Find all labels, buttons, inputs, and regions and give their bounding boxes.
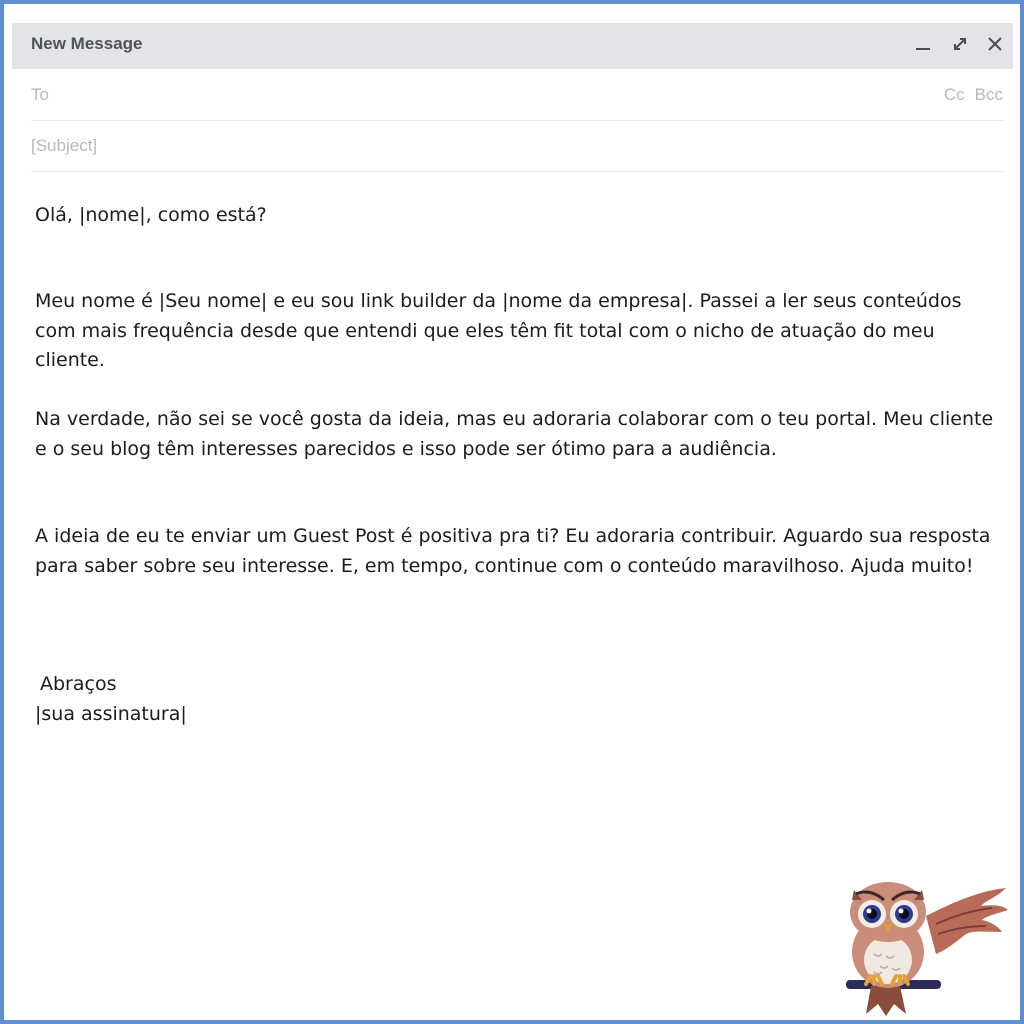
cc-link[interactable]: Cc bbox=[943, 85, 965, 104]
close-icon[interactable] bbox=[980, 29, 1010, 59]
message-paragraph-2: Na verdade, não sei se você gosta da ideia, mas eu adoraria colaborar com o teu portal. Meu cliente e o seu blog têm interesses parecidos e isso pode ser ótimo para a audiência. bbox=[35, 408, 994, 460]
subject-field[interactable] bbox=[31, 121, 1003, 172]
expand-icon[interactable] bbox=[945, 29, 975, 59]
message-paragraph-1: Meu nome é |Seu nome| e eu sou link builder da |nome da empresa|. Passei a ler seus conteúdos com mais frequência desde que entendi que eles têm fit total com o nicho de atuação do meu cliente. bbox=[35, 290, 962, 371]
minimize-icon[interactable] bbox=[908, 29, 938, 59]
message-closing: Abraços bbox=[40, 673, 117, 695]
to-field[interactable] bbox=[31, 70, 1003, 121]
message-greeting: Olá, |nome|, como está? bbox=[35, 204, 267, 226]
subject-placeholder: [Subject] bbox=[31, 136, 98, 155]
window-title: New Message bbox=[31, 34, 143, 53]
bcc-link[interactable]: Bcc bbox=[974, 85, 1003, 104]
owl-mascot-icon bbox=[836, 876, 1012, 1018]
cc-bcc-links bbox=[944, 85, 1003, 105]
message-signature: |sua assinatura| bbox=[35, 703, 187, 725]
compose-titlebar bbox=[12, 23, 1013, 69]
to-label: To bbox=[31, 85, 49, 104]
message-paragraph-3: A ideia de eu te enviar um Guest Post é positiva pra ti? Eu adoraria contribuir. Aguardo sua resposta para saber sobre seu interesse. E, em tempo, continue com o conteúdo maravilhoso. Ajuda muito! bbox=[35, 525, 991, 577]
